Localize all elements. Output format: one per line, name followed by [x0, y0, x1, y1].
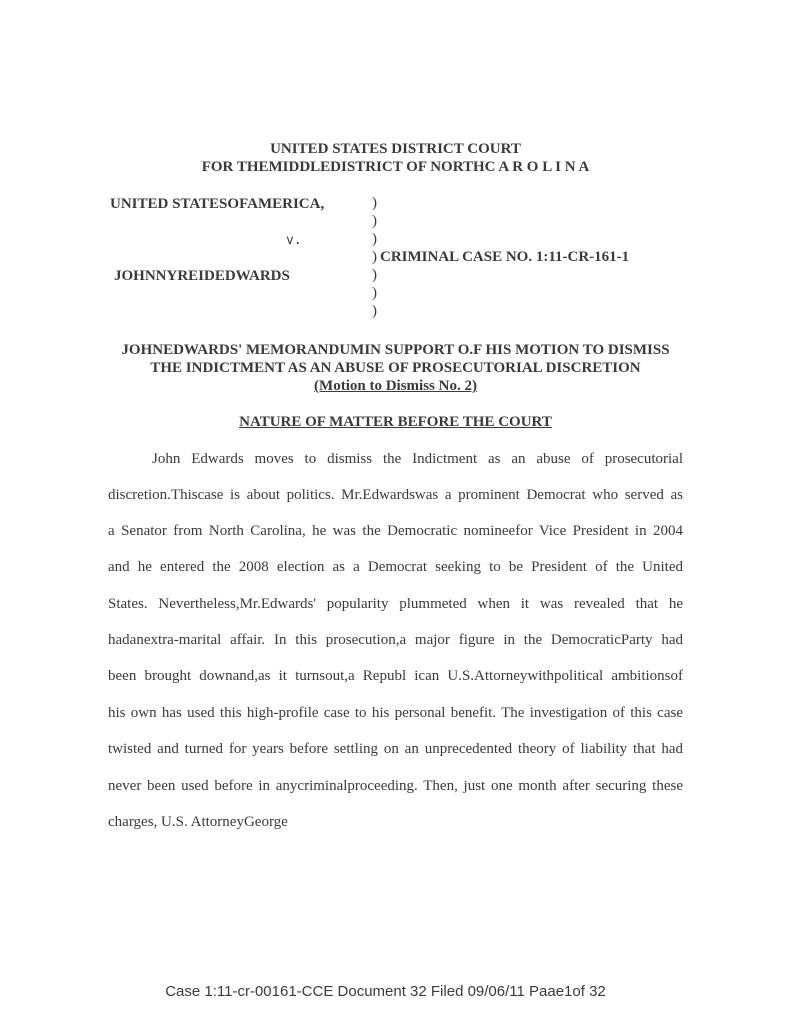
title-line-1: JOHNEDWARDS' MEMORANDUMIN SUPPORT O.F HIS MOTION TO DISMISS	[121, 342, 670, 358]
court-name: UNITED STATES DISTRICT COURT	[270, 141, 521, 157]
section-heading: NATURE OF MATTER BEFORE THE COURT	[239, 414, 552, 430]
caption-paren: )	[372, 249, 377, 265]
court-district: FOR THEMIDDLEDISTRICT OF NORTHC A R O L I N A	[201, 159, 590, 175]
body-line: States. Nevertheless,Mr.Edwards' popularity plummeted when it was revealed that he	[108, 596, 683, 612]
body-line: discretion.Thiscase is about politics. Mr.Edwardswas a prominent Democrat who served as	[108, 487, 683, 503]
defendant-name: JOHNNYREIDEDWARDS	[114, 268, 290, 284]
caption-paren: )	[372, 213, 377, 229]
plaintiff-name: UNITED STATESOFAMERICA,	[110, 196, 325, 212]
case-number: CRIMINAL CASE NO. 1:11-CR-161-1	[380, 249, 630, 265]
body-line: John Edwards moves to dismiss the Indictment as an abuse of prosecutorial	[152, 451, 683, 467]
title-line-3-wrap	[0, 377, 791, 395]
caption-paren: )	[372, 267, 377, 283]
caption-paren: )	[372, 285, 377, 301]
versus-label: v.	[286, 233, 302, 248]
motion-number: (Motion to Dismiss No. 2)	[314, 378, 477, 394]
caption-paren: )	[372, 195, 377, 211]
caption-separator	[372, 194, 377, 320]
body-line: and he entered the 2008 election as a Democrat seeking to be President of the United	[108, 559, 683, 575]
body-line: been brought downand,as it turnsout,a Republ ican U.S.Attorneywithpolitical ambitionsof	[108, 668, 683, 684]
page-footer: Case 1:11-cr-00161-CCE Document 32 Filed 09/06/11 Paae1of 32	[165, 983, 606, 1000]
title-line-2: THE INDICTMENT AS AN ABUSE OF PROSECUTORIAL DISCRETION	[150, 360, 641, 376]
caption-paren: )	[372, 303, 377, 319]
body-line: his own has used this high-profile case to his personal benefit. The investigation of this case	[108, 705, 683, 721]
body-line: hadanextra-marital affair. In this prosecution,a major figure in the DemocraticParty had	[108, 632, 683, 648]
caption-paren: )	[372, 231, 377, 247]
body-line: charges, U.S. AttorneyGeorge	[108, 814, 288, 830]
body-line: twisted and turned for years before settling on an unprecedented theory of liability that had	[108, 741, 683, 757]
body-line: a Senator from North Carolina, he was the Democratic nomineefor Vice President in 2004	[108, 523, 683, 539]
body-line: never been used before in anycriminalproceeding. Then, just one month after securing these	[108, 778, 683, 794]
